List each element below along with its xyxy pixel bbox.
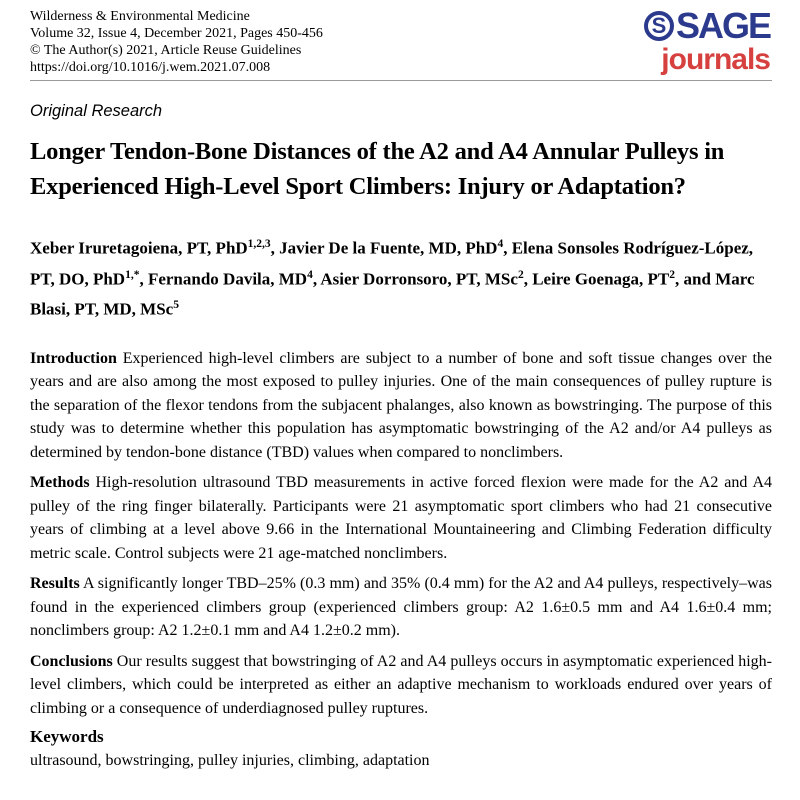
abstract-section-text: Our results suggest that bowstringing of A2 and A4 pulleys occurs in asymptomatic experienced high-level climbers, which could be interpreted as either an adaptive mechanism to workloads endured over years of climbing or a consequence of underdiagnosed pulley ruptures.	[30, 652, 772, 717]
abstract-section-label: Introduction	[30, 349, 117, 367]
author-name: , Fernando Davila, MD	[139, 269, 308, 289]
abstract-section-text: Experienced high-level climbers are subject to a number of bone and soft tissue changes over the years and are also among the most exposed to pulley injuries. One of the main consequences of pulley rupture is the separation of the flexor tendons from the subjacent phalanges, also known as bowstringing. The purpose of this study was to determine whether this population has asymptomatic bowstringing of the A2 and/or A4 pulleys as determined by tendon-bone distance (TBD) values when compared to nonclimbers.	[30, 349, 772, 461]
abstract-section-text: A significantly longer TBD–25% (0.3 mm) and 35% (0.4 mm) for the A2 and A4 pulleys, respectively–was found in the experienced climbers group (experienced climbers group: A2 1.6±0.5 mm and A4 1.6±0.4 mm; nonclimbers group: A2 1.2±0.1 mm and A4 1.2±0.2 mm).	[30, 575, 772, 640]
author-affiliation-superscript: 4	[497, 238, 504, 250]
journal-title: Wilderness & Environmental Medicine	[30, 9, 250, 24]
journal-meta	[30, 8, 323, 76]
author-affiliation-superscript: 1,*	[125, 268, 140, 281]
author-name: , Leire Goenaga, PT	[523, 269, 670, 289]
copyright-line: © The Author(s) 2021, Article Reuse Guidelines	[30, 43, 302, 58]
abstract-section-label: Results	[30, 575, 80, 593]
author-name: , Asier Dorronsoro, PT, MSc	[312, 269, 518, 289]
author-name: , Elena Sonsoles Rodríguez-López, PT, DO, PhD	[30, 238, 754, 289]
sage-logo-row	[644, 5, 770, 46]
abstract-paragraph	[30, 347, 772, 465]
abstract-section-label: Methods	[30, 474, 90, 492]
keywords-list: ultrasound, bowstringing, pulley injuries, climbing, adaptation	[30, 752, 430, 770]
author-affiliation-superscript: 4	[307, 268, 313, 281]
page-header	[30, 5, 772, 76]
abstract-section-label: Conclusions	[30, 652, 113, 670]
abstract-paragraph	[30, 572, 772, 643]
abstract	[30, 347, 772, 721]
sage-journals-logo[interactable]	[644, 5, 770, 76]
sage-wordmark: SAGE	[675, 5, 770, 46]
author-name: , and Marc Blasi, PT, MD, MSc	[30, 269, 755, 319]
article-type-label: Original Research	[30, 102, 163, 120]
abstract-section-text: High-resolution ultrasound TBD measurements in active forced flexion were made for the A2 and A4 pulley of the ring finger bilaterally. Participants were 21 asymptomatic sport climbers who had 21 consecutive years of climbing at a level above 9.66 in the International Mountaineering and Climbing Federation difficulty metric scale. Control subjects were 21 age-matched nonclimbers.	[30, 474, 772, 562]
issue-info: Volume 32, Issue 4, December 2021, Pages 450-456	[30, 26, 323, 41]
author-name: , Javier De la Fuente, MD, PhD	[270, 238, 498, 258]
sage-s-circle-icon	[644, 11, 674, 41]
author-affiliation-superscript: 1,2,3	[247, 238, 271, 250]
article-title: Longer Tendon-Bone Distances of the A2 and A4 Annular Pulleys in Experienced High-Level Sport Climbers: Injury or Adaptation?	[30, 138, 725, 200]
author-affiliation-superscript: 2	[669, 268, 676, 281]
sage-s-glyph: S	[651, 13, 667, 38]
doi-link[interactable]: https://doi.org/10.1016/j.wem.2021.07.008	[30, 60, 271, 75]
abstract-paragraph	[30, 650, 772, 721]
author-list	[30, 231, 772, 323]
abstract-paragraph	[30, 471, 772, 565]
author-affiliation-superscript: 2	[517, 268, 524, 281]
header-divider	[30, 80, 772, 81]
author-affiliation-superscript: 5	[173, 299, 179, 312]
author-name: Xeber Iruretagoiena, PT, PhD	[30, 238, 248, 258]
journals-wordmark: journals	[661, 43, 770, 76]
keywords-heading: Keywords	[30, 727, 104, 747]
